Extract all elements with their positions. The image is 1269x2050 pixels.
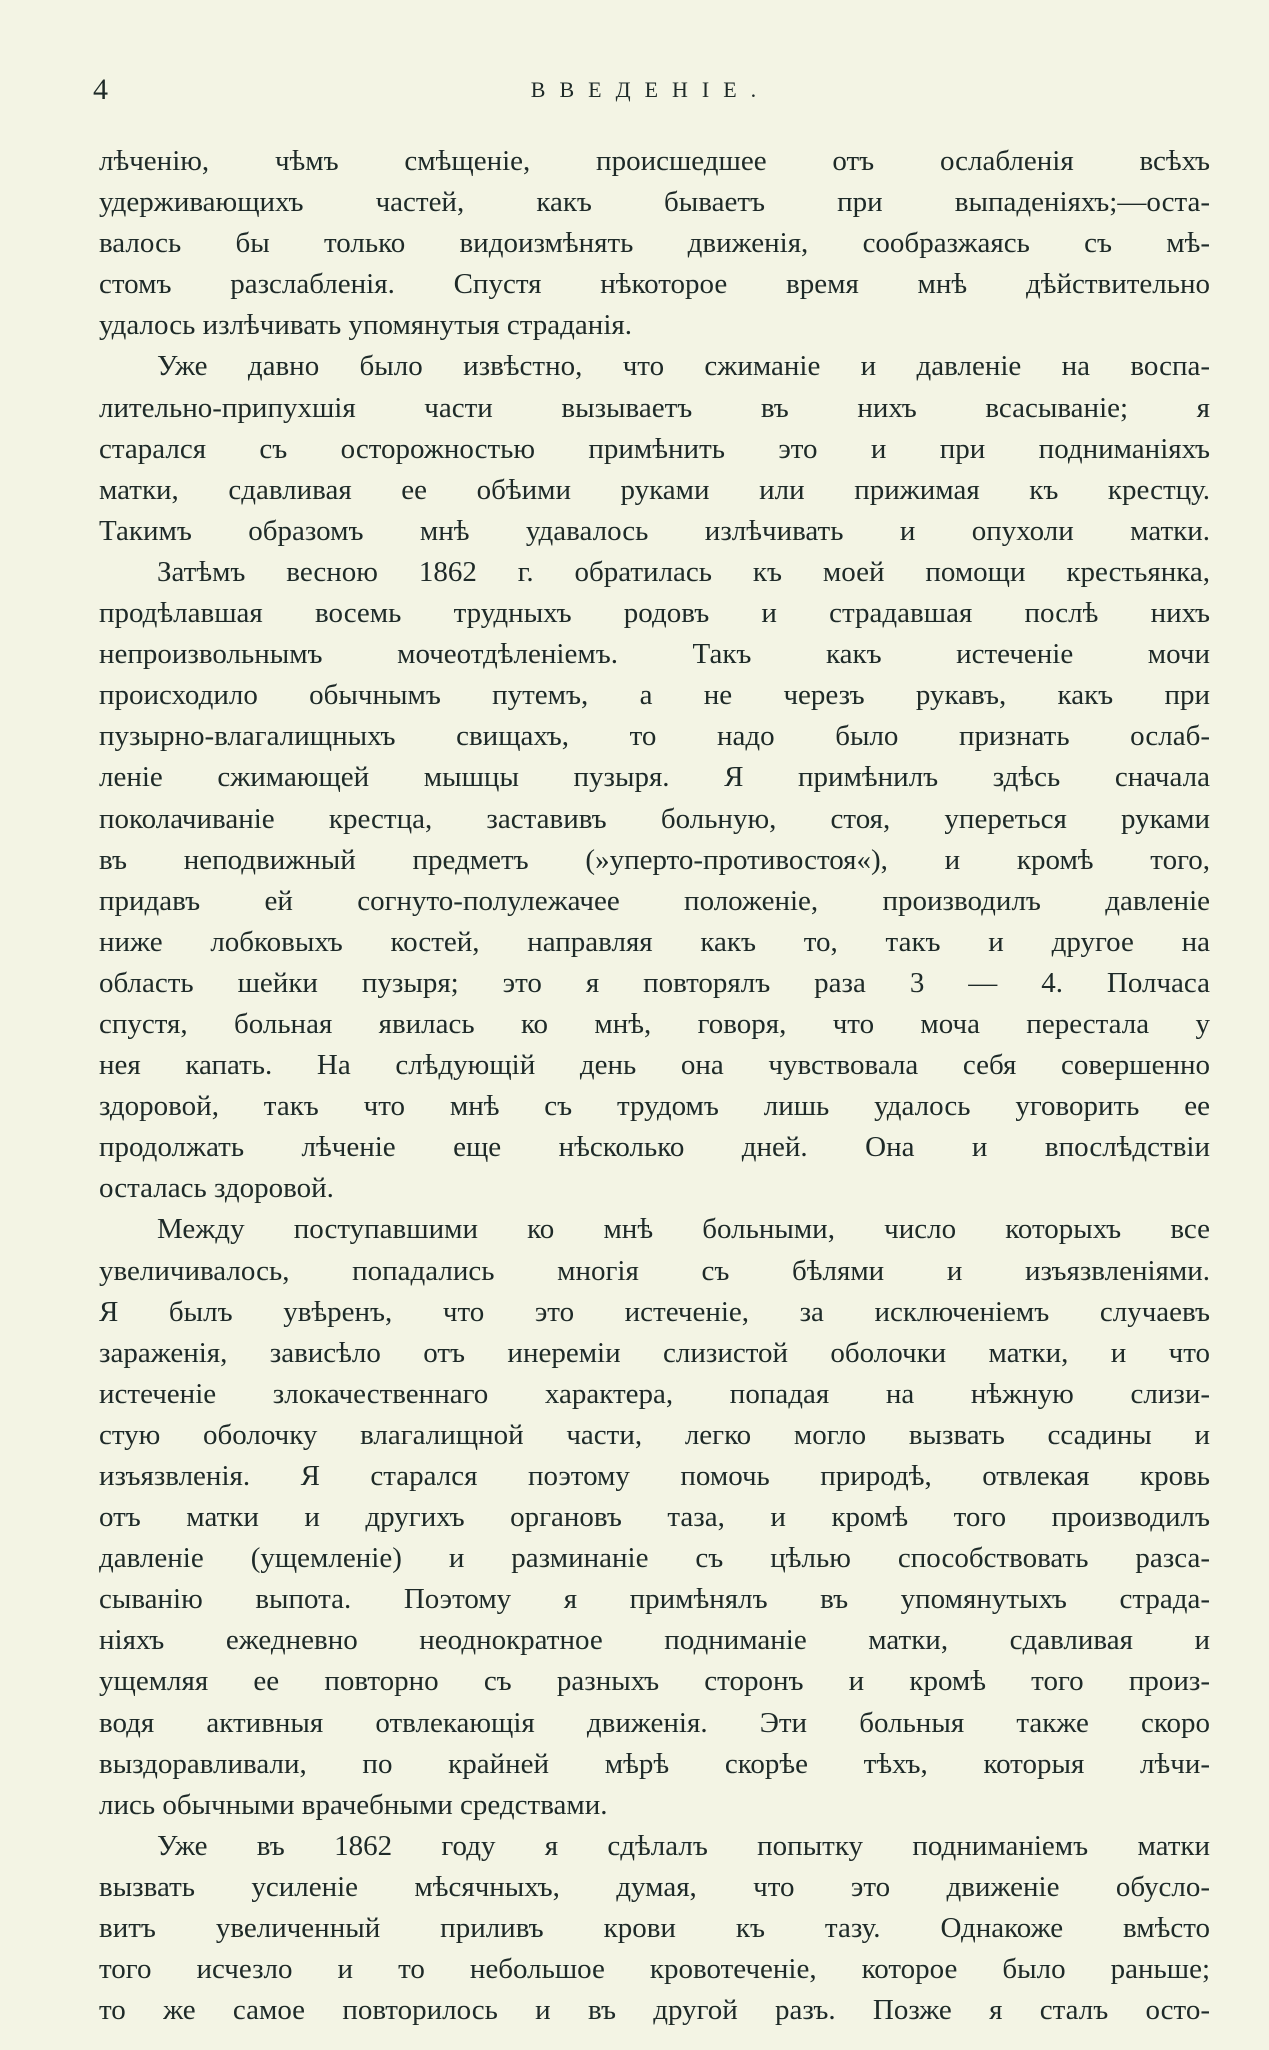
text-line: сыванію выпота. Поэтому я примѣнялъ въ упомянутыхъ страда- xyxy=(99,1583,1210,1616)
text-line: леніе сжимающей мышцы пузыря. Я примѣнилъ здѣсь сначала xyxy=(99,761,1210,794)
text-line: удалось излѣчивать упомянутыя страданія. xyxy=(99,309,632,342)
page-number: 4 xyxy=(93,73,108,106)
text-line: осталась здоровой. xyxy=(99,1172,334,1205)
running-title: ВВЕДЕНІЕ. xyxy=(530,77,771,102)
text-line: стую оболочку влагалищной части, легко могло вызвать ссадины и xyxy=(99,1418,1210,1451)
text-line: продолжать лѣченіе еще нѣсколько дней. Она и впослѣдствіи xyxy=(99,1131,1210,1164)
text-line: ущемляя ее повторно съ разныхъ сторонъ и кромѣ того произ- xyxy=(99,1665,1210,1698)
text-line: лѣченію, чѣмъ смѣщеніе, происшедшее отъ ослабленія всѣхъ xyxy=(99,145,1210,177)
text-line: продѣлавшая восемь трудныхъ родовъ и страдавшая послѣ нихъ xyxy=(99,597,1210,630)
text-line: Я былъ увѣренъ, что это истеченіе, за исключеніемъ случаевъ xyxy=(99,1295,1210,1328)
text-line: удерживающихъ частей, какъ бываетъ при выпаденіяхъ;—оста- xyxy=(99,186,1210,219)
paragraph xyxy=(99,141,1210,346)
text-line: здоровой, такъ что мнѣ съ трудомъ лишь удалось уговорить ее xyxy=(99,1090,1210,1123)
text-line: Между поступавшими ко мнѣ больными, число которыхъ все xyxy=(157,1213,1210,1246)
text-line: придавъ ей согнуто-полулежачее положеніе, производилъ давленіе xyxy=(99,884,1210,917)
paragraph xyxy=(99,346,1210,551)
text-line: Такимъ образомъ мнѣ удавалось излѣчивать и опухоли матки. xyxy=(99,514,1210,547)
paragraph xyxy=(99,1209,1210,1825)
paragraph xyxy=(99,1826,1210,2031)
text-line: истеченіе злокачественнаго характера, попадая на нѣжную слизи- xyxy=(99,1377,1210,1410)
text-line: витъ увеличенный приливъ крови къ тазу. Однакоже вмѣсто xyxy=(99,1912,1210,1945)
text-line: ніяхъ ежедневно неоднократное подниманіе матки, сдавливая и xyxy=(99,1624,1210,1657)
text-line: отъ матки и другихъ органовъ таза, и кромѣ того производилъ xyxy=(99,1501,1210,1534)
text-line: водя активныя отвлекающія движенія. Эти больныя также скоро xyxy=(99,1706,1210,1739)
text-line: непроизвольнымъ мочеотдѣленіемъ. Такъ какъ истеченіе мочи xyxy=(99,638,1210,671)
text-line: матки, сдавливая ее обѣими руками или прижимая къ крестцу. xyxy=(99,473,1210,506)
text-line: изъязвленія. Я старался поэтому помочь природѣ, отвлекая кровь xyxy=(99,1460,1210,1492)
text-line: пузырно-влагалищныхъ свищахъ, то надо было признать ослаб- xyxy=(99,720,1210,753)
text-line: старался съ осторожностью примѣнить это и при подниманіяхъ xyxy=(99,432,1210,465)
text-line: Затѣмъ весною 1862 г. обратилась къ моей помощи крестьянка, xyxy=(157,555,1210,588)
text-line: ниже лобковыхъ костей, направляя какъ то, такъ и другое на xyxy=(99,925,1210,958)
text-line: Уже давно было извѣстно, что сжиманіе и давленіе на воспа- xyxy=(157,350,1210,383)
text-line: въ неподвижный предметъ (»уперто-противостоя«), и кромѣ того, xyxy=(99,843,1210,876)
text-line: лись обычными врачебными средствами. xyxy=(99,1788,608,1821)
text-line: то же самое повторилось и въ другой разъ. Позже я сталъ осто- xyxy=(99,1994,1210,2027)
text-line: того исчезло и то небольшое кровотеченіе, которое было раньше; xyxy=(99,1953,1210,1986)
text-line: нея капать. На слѣдующій день она чувствовала себя совершенно xyxy=(99,1049,1210,1082)
text-line: поколачиваніе крестца, заставивъ больную, стоя, упереться руками xyxy=(99,802,1210,835)
text-line: происходило обычнымъ путемъ, а не черезъ рукавъ, какъ при xyxy=(99,679,1210,712)
page-header xyxy=(93,70,1208,110)
text-line: давленіе (ущемленіе) и разминаніе съ цѣлью способствовать разса- xyxy=(99,1542,1210,1575)
text-line: лительно-припухшія части вызываетъ въ нихъ всасываніе; я xyxy=(99,391,1210,424)
paragraph xyxy=(99,552,1210,1210)
text-line: увеличивалось, попадались многія съ бѣлями и изъязвленіями. xyxy=(99,1254,1210,1287)
text-line: стомъ разслабленія. Спустя нѣкоторое время мнѣ дѣйствительно xyxy=(99,268,1210,301)
body-text xyxy=(99,141,1210,2031)
text-line: зараженія, зависѣло отъ инереміи слизистой оболочки матки, и что xyxy=(99,1336,1210,1369)
text-line: выздоравливали, по крайней мѣрѣ скорѣе тѣхъ, которыя лѣчи- xyxy=(99,1747,1210,1780)
text-line: вызвать усиленіе мѣсячныхъ, думая, что это движеніе обусло- xyxy=(99,1870,1210,1903)
text-line: спустя, больная явилась ко мнѣ, говоря, что моча перестала у xyxy=(99,1007,1210,1040)
text-line: Уже въ 1862 году я сдѣлалъ попытку подниманіемъ матки xyxy=(157,1829,1210,1862)
text-line: валось бы только видоизмѣнять движенія, сообразжаясь съ мѣ- xyxy=(99,227,1210,260)
text-line: область шейки пузыря; это я повторялъ раза 3 — 4. Полчаса xyxy=(99,966,1210,999)
